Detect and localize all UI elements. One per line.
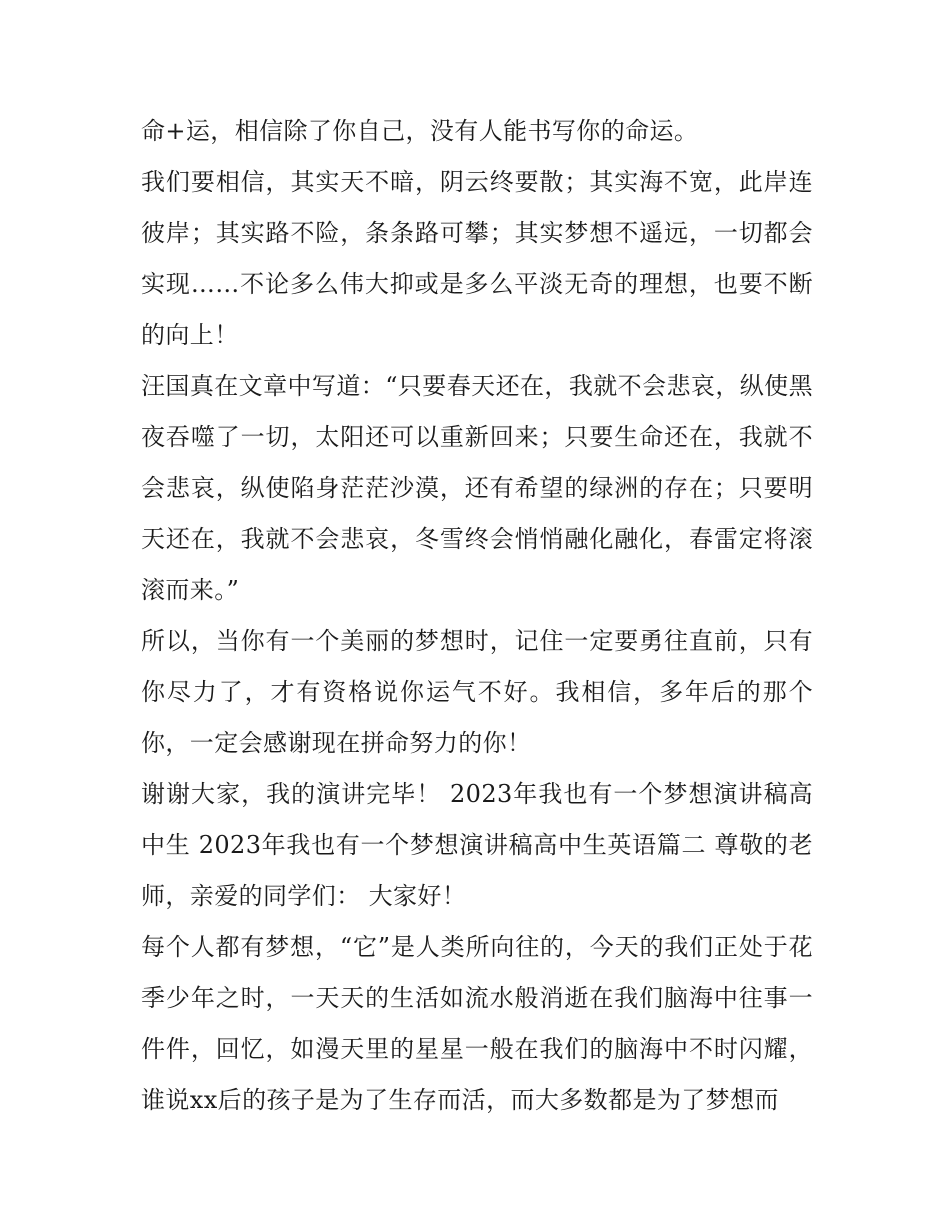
- paragraph-everyone-dreams: 每个人都有梦想，“它”是人类所向往的，今天的我们正处于花季少年之时，一天天的生活如流水般消逝在我们脑海中往事一件件，回忆，如漫天里的星星一般在我们的脑海中不时闪耀，谁说xx后的孩子是为了生存而活，而大多数都是为了梦想而: [141, 933, 813, 1114]
- document-body: [141, 106, 813, 1126]
- paragraph-believe: 我们要相信，其实天不暗，阴云终要散；其实海不宽，此岸连彼岸；其实路不险，条条路可攀；其实梦想不遥远，一切都会实现……不论多么伟大抑或是多么平淡无奇的理想，也要不断的向上！: [141, 168, 813, 349]
- paragraph-quote: 汪国真在文章中写道：“只要春天还在，我就不会悲哀，纵使黑夜吞噬了一切，太阳还可以重新回来；只要生命还在，我就不会悲哀，纵使陷身茫茫沙漠，还有希望的绿洲的存在；只要明天还在，我就不会悲哀，冬雪终会悄悄融化融化，春雷定将滚滚而来。”: [141, 372, 813, 604]
- paragraph-dream: 所以，当你有一个美丽的梦想时，记住一定要勇往直前，只有你尽力了，才有资格说你运气不好。我相信，多年后的那个你，一定会感谢现在拼命努力的你！: [141, 627, 813, 757]
- paragraph-thanks: 谢谢大家，我的演讲完毕！ 2023年我也有一个梦想演讲稿高中生 2023年我也有一个梦想演讲稿高中生英语篇二 尊敬的老师，亲爱的同学们： 大家好！: [141, 780, 813, 910]
- paragraph-destiny: 命+运，相信除了你自己，没有人能书写你的命运。: [141, 117, 699, 145]
